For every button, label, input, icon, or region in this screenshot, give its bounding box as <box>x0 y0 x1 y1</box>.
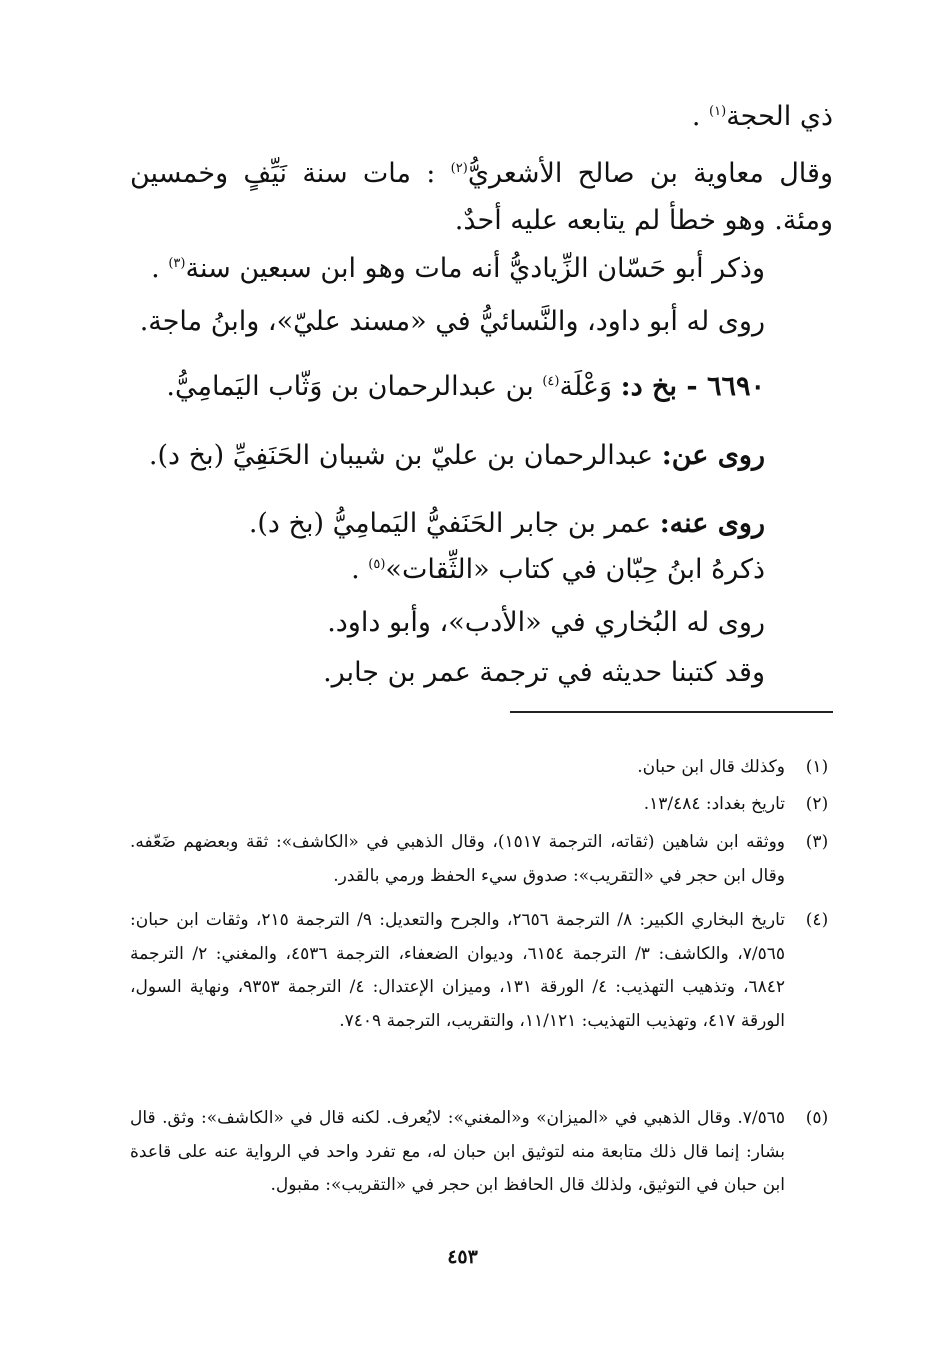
footnote-text: تاريخ بغداد: ١٣/٤٨٤. <box>643 794 785 814</box>
text-line-1: ذي الحجة$^{(١)}$ . <box>691 101 833 132</box>
entry-heading: ٦٦٩٠ - بخ د: وَعْلَة$^{(٤)}$ بن عبدالرحمان بن وَثّاب اليَمامِيُّ. <box>166 371 765 402</box>
text-line-4: وذكر أبو حَسّان الزِّياديُّ أنه مات وهو ابن سبعين سنة$^{(٣)}$ . <box>151 253 765 284</box>
footnote-number: (٥) <box>805 1108 829 1128</box>
text-line-8: ذكرهُ ابنُ حِبّان في كتاب «الثِّقات»$^{(٥)}$ . <box>351 554 765 585</box>
footnote-ref-1: (١) <box>709 104 727 119</box>
narrated-by-label: روى عنه: <box>659 508 765 539</box>
footnote-2 <box>130 788 833 822</box>
text-line-3: ومئة. وهو خطأ لم يتابعه عليه أحدٌ. <box>454 205 833 236</box>
footnote-ref-3: (٣) <box>168 256 186 271</box>
footnote-text: ٧/٥٦٥. وقال الذهبي في «الميزان» و«المغني»: لايُعرف. لكنه قال في «الكاشف»: وثق. قال بشار: إنما قال ذلك متابعة منه لتوثيق ابن حبان له، مع تفرد واحد في الرواية عنه على قاعدة ابن حبان في التوثيق، ولذلك قال الحافظ ابن حجر في «التقريب»: مقبول. <box>130 1108 785 1195</box>
footnote-ref-2: (٢) <box>450 161 468 176</box>
entry-number: ٦٦٩٠ - بخ د: <box>620 371 765 402</box>
narrated-from-label: روى عن: <box>661 440 765 471</box>
footnote-ref-5: (٥) <box>368 557 386 572</box>
narrated-from-line: روى عن: عبدالرحمان بن عليّ بن شيبان الحَنَفِيِّ (بخ د). <box>148 440 765 471</box>
page-number: ٤٥٣ <box>447 1246 478 1268</box>
footnote-number: (٢) <box>805 794 829 814</box>
footnote-4 <box>130 904 833 1038</box>
footnote-text: تاريخ البخاري الكبير: ٨/ الترجمة ٢٦٥٦، والجرح والتعديل: ٩/ الترجمة ٢١٥، وثقات ابن حبان: ٧/٥٦٥، والكاشف: ٣/ الترجمة ٦١٥٤، وديوان الضعفاء، الترجمة ٤٥٣٦، والمغني: ٢/ الترجمة ٦٨٤٢، وتذهيب التهذيب: ٤/ الورقة ١٣١، وميزان الإعتدال: ٤/ الترجمة ٩٣٥٣، ونهاية السول، الورقة ٤١٧، وتهذيب التهذيب: ١١/١٢١، والتقريب، الترجمة ٧٤٠٩. <box>130 910 786 1031</box>
footnote-text: ووثقه ابن شاهين (ثقاته، الترجمة ١٥١٧)، وقال الذهبي في «الكاشف»: ثقة وبعضهم ضَعّفه. وقال ابن حجر في «التقريب»: صدوق سيء الحفظ ورمي بالقدر. <box>130 832 786 886</box>
footnote-5 <box>130 1102 833 1203</box>
footnote-number: (٤) <box>805 910 829 930</box>
text-line-10: وقد كتبنا حديثه في ترجمة عمر بن جابر. <box>323 657 765 688</box>
footnote-1 <box>130 751 833 785</box>
text-line-5: روى له أبو داود، والنَّسائيُّ في «مسند عليّ»، وابنُ ماجة. <box>139 306 765 337</box>
text-line-9: روى له البُخاري في «الأدب»، وأبو داود. <box>327 607 765 638</box>
footnote-text: وكذلك قال ابن حبان. <box>637 757 785 777</box>
narrated-by-line: روى عنه: عمر بن جابر الحَنَفيُّ اليَمامِيُّ (بخ د). <box>248 508 765 539</box>
footnote-divider <box>510 711 833 713</box>
text-line-2: وقال معاوية بن صالح الأشعريُّ$^{(٢)}$ : مات سنة نَيِّفٍ وخمسين <box>130 158 833 189</box>
footnote-ref-4: (٤) <box>542 374 560 389</box>
footnote-number: (١) <box>805 757 829 777</box>
footnote-number: (٣) <box>805 832 829 852</box>
footnote-3 <box>130 826 833 893</box>
